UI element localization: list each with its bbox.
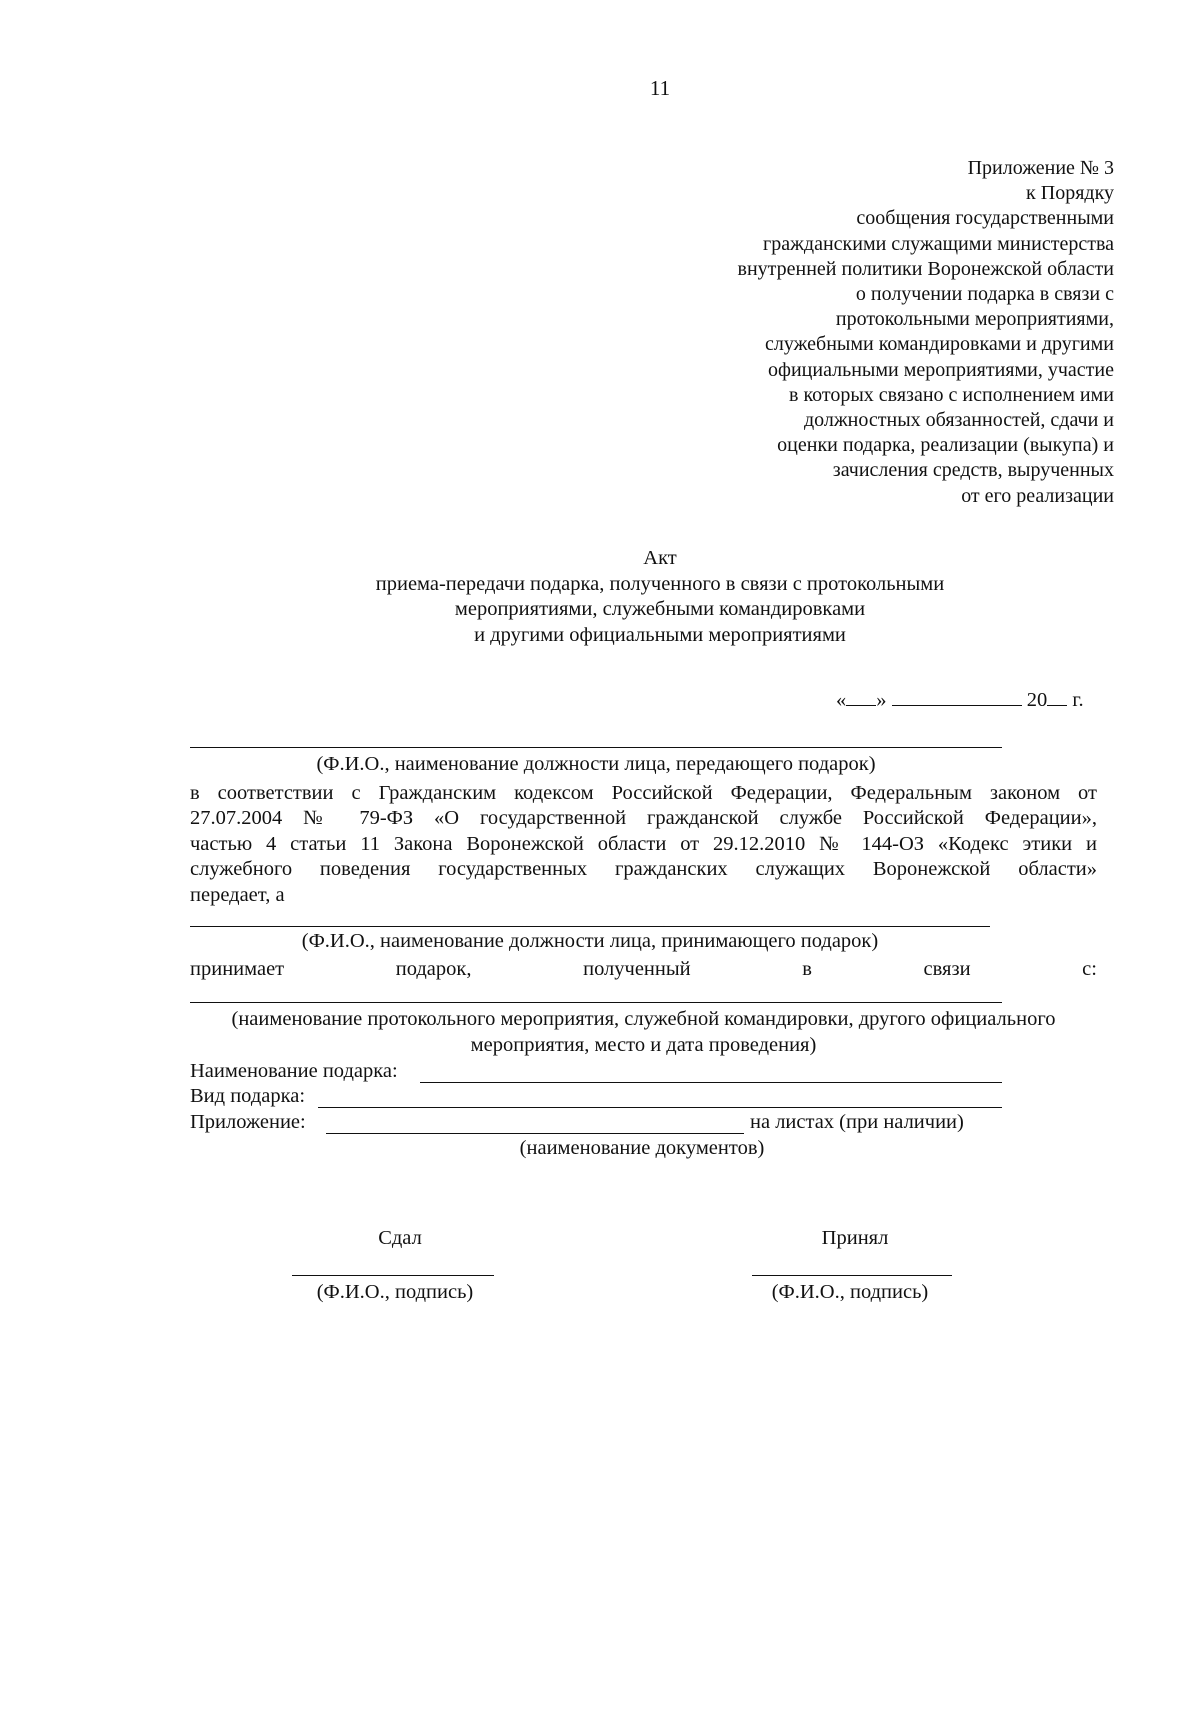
giver-blank-line[interactable] [190, 747, 1002, 748]
gift-name-blank[interactable] [420, 1082, 1002, 1083]
page-number: 11 [649, 76, 671, 100]
handed-over-caption: (Ф.И.О., подпись) [316, 1281, 474, 1303]
appendix-line: официальными мероприятиями, участие [768, 358, 1114, 381]
attachment-row [190, 1110, 306, 1135]
appendix-line: о получении подарка в связи с [855, 283, 1114, 306]
received-label: Принял [821, 1227, 889, 1249]
event-caption-line: (наименование протокольного мероприятия, служебной командировки, другого официального [231, 1008, 1056, 1030]
accepts-word: полученный [583, 958, 691, 980]
date-open-quote: « [836, 689, 847, 711]
date-year-suffix: г. [1072, 689, 1084, 711]
gift-name-row [190, 1059, 398, 1084]
event-caption [190, 1007, 1097, 1058]
handed-over-label: Сдал [378, 1227, 422, 1249]
legal-basis-paragraph [190, 781, 1097, 908]
receiver-blank-line[interactable] [190, 926, 990, 927]
accepts-word: в [802, 958, 812, 980]
appendix-line: внутренней политики Воронежской области [737, 257, 1114, 280]
gift-type-blank[interactable] [318, 1107, 1002, 1108]
paragraph-line: передает, а [190, 883, 285, 906]
date-close-quote: » [876, 689, 887, 711]
received-signature-line[interactable] [752, 1275, 952, 1276]
handed-over-signature-line[interactable] [292, 1275, 494, 1276]
attachment-label: Приложение: [190, 1111, 306, 1133]
appendix-line: должностных обязанностей, сдачи и [803, 409, 1114, 432]
giver-caption: (Ф.И.О., наименование должности лица, передающего подарок) [316, 753, 876, 775]
gift-name-label: Наименование подарка: [190, 1060, 398, 1082]
appendix-line: от его реализации [961, 484, 1114, 507]
act-date-line [836, 686, 1084, 713]
attachment-blank[interactable] [326, 1133, 744, 1134]
paragraph-line: служебного поведения государственных гражданских служащих Воронежской области» [190, 858, 1097, 881]
date-year-prefix: 20 [1026, 689, 1048, 711]
accepts-word: подарок, [395, 958, 472, 980]
appendix-line: служебными командировками и другими [765, 333, 1114, 356]
date-day-blank[interactable] [846, 686, 876, 706]
act-title: Акт [643, 547, 677, 569]
accepts-word: принимает [190, 958, 285, 980]
gift-type-label: Вид подарка: [190, 1085, 306, 1107]
appendix-header [514, 156, 1114, 509]
event-caption-line: мероприятия, место и дата проведения) [470, 1033, 817, 1056]
accepts-word: с: [1082, 958, 1097, 980]
event-blank-line[interactable] [190, 1002, 1002, 1003]
appendix-line: гражданскими служащими министерства [763, 232, 1114, 255]
act-heading [300, 546, 1020, 648]
act-subtitle-line: и другими официальными мероприятиями [474, 623, 846, 646]
appendix-line: оценки подарка, реализации (выкупа) и [777, 434, 1114, 457]
appendix-line: зачисления средств, вырученных [832, 459, 1114, 482]
documents-caption: (наименование документов) [519, 1137, 765, 1159]
attachment-suffix: на листах (при наличии) [750, 1111, 964, 1133]
date-year-blank[interactable] [1047, 686, 1067, 706]
appendix-line: протокольными мероприятиями, [835, 308, 1114, 331]
receiver-caption: (Ф.И.О., наименование должности лица, принимающего подарок) [301, 930, 879, 952]
appendix-line: сообщения государственными [856, 207, 1114, 230]
paragraph-line: 27.07.2004 № 79-ФЗ «О государственной гражданской службе Российской Федерации», [190, 807, 1097, 830]
accepts-word: связи [923, 958, 971, 980]
paragraph-line: в соответствии с Гражданским кодексом Российской Федерации, Федеральным законом от [190, 782, 1097, 804]
gift-type-row [190, 1084, 305, 1109]
date-month-blank[interactable] [892, 686, 1022, 706]
received-caption: (Ф.И.О., подпись) [771, 1281, 929, 1303]
accepts-line [190, 957, 1097, 982]
act-subtitle-line: мероприятиями, служебными командировками [454, 598, 866, 620]
act-subtitle-line: приема-передачи подарка, полученного в связи с протокольными [375, 572, 945, 595]
paragraph-line: частью 4 статьи 11 Закона Воронежской области от 29.12.2010 № 144-ОЗ «Кодекс этики и [190, 832, 1097, 855]
appendix-line: к Порядку [1026, 182, 1114, 205]
appendix-line: Приложение № 3 [967, 157, 1114, 179]
appendix-line: в которых связано с исполнением ими [789, 383, 1114, 406]
